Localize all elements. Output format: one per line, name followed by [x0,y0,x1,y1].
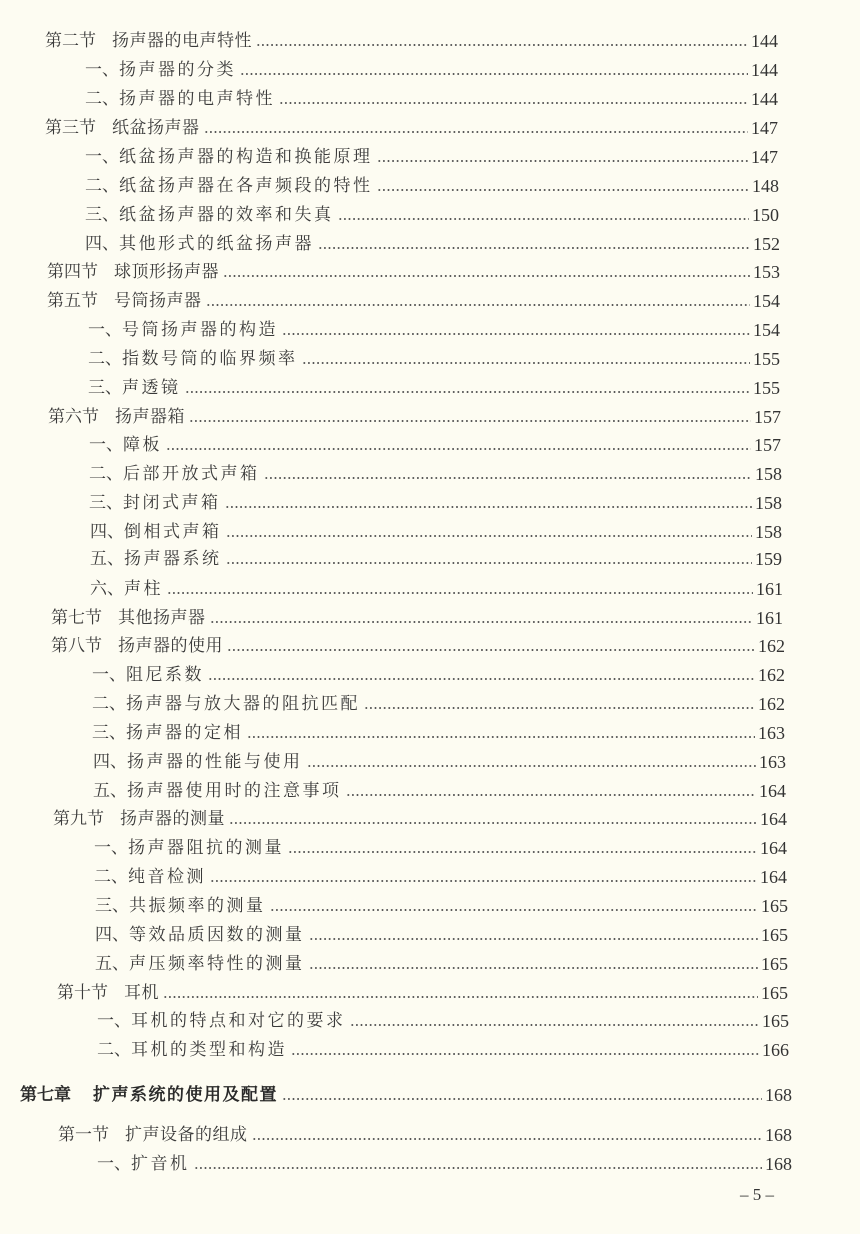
toc-subsection-entry[interactable] [93,749,786,775]
toc-subsection-entry[interactable] [90,576,783,602]
toc-entry-page: 165 [761,896,788,916]
toc-entry-number: 第十节 [57,983,108,1003]
dot-leader [364,707,755,709]
dot-leader [185,391,751,393]
toc-entry-title: 等效品质因数的测量 [129,925,305,945]
page-number: – 5 – [740,1185,774,1204]
toc-entry-number: 第四节 [47,262,98,282]
dot-leader [194,1167,763,1169]
toc-subsection-entry[interactable] [85,86,778,112]
toc-subsection-entry[interactable] [85,231,780,257]
toc-entry-title: 耳机的特点和对它的要求 [131,1011,346,1031]
toc-subsection-entry[interactable] [88,317,780,343]
toc-entry-number: 二、 [97,1040,131,1060]
toc-entry-title: 号筒扬声器的构造 [122,320,278,340]
toc-entry-page: 144 [751,89,778,109]
toc-subsection-entry[interactable] [92,720,785,746]
toc-entry-page: 147 [751,147,778,167]
toc-subsection-entry[interactable] [95,893,788,919]
toc-entry-page: 164 [759,781,786,801]
toc-entry-title: 指数号筒的临界频率 [122,349,298,369]
toc-subsection-entry[interactable] [95,951,788,977]
toc-entry-number: 第七节 [51,608,102,628]
dot-leader [247,736,755,738]
toc-entry-number: 二、 [94,867,128,887]
toc-entry-page: 159 [755,549,782,569]
toc-entry-page: 147 [751,118,778,138]
toc-section-entry[interactable] [51,633,785,659]
toc-subsection-entry[interactable] [92,691,785,717]
toc-entry-page: 162 [758,636,785,656]
toc-entry-title: 声透镜 [122,378,181,398]
toc-entry-number: 五、 [90,549,124,569]
toc-entry-number: 四、 [93,752,127,772]
toc-subsection-entry[interactable] [94,835,787,861]
toc-entry-number: 五、 [95,954,129,974]
toc-entry-number: 二、 [85,89,119,109]
toc-entry-title: 其他形式的纸盆扬声器 [119,234,314,254]
toc-entry-title: 纸盆扬声器 [112,118,200,138]
toc-entry-page: 148 [752,176,779,196]
toc-entry-number: 一、 [89,435,123,455]
dot-leader [210,621,754,623]
toc-subsection-entry[interactable] [89,432,781,458]
toc-entry-page: 144 [751,31,778,51]
toc-entry-number: 第五节 [47,291,98,311]
toc-entry-page: 164 [760,867,787,887]
dot-leader [223,275,750,277]
toc-subsection-entry[interactable] [89,461,782,487]
toc-section-entry[interactable] [45,28,778,54]
toc-entry-title: 扬声器使用时的注意事项 [127,781,342,801]
dot-leader [210,880,757,882]
toc-subsection-entry[interactable] [95,922,788,948]
toc-entry-number: 四、 [95,925,129,945]
toc-entry-number: 一、 [85,60,119,80]
toc-entry-title: 封闭式声箱 [123,493,221,513]
toc-entry-page: 144 [751,60,778,80]
toc-entry-page: 150 [752,205,779,225]
dot-leader [240,73,748,75]
toc-entry-title: 扩音机 [131,1154,190,1174]
toc-section-entry[interactable] [53,806,787,832]
toc-entry-title: 扬声器箱 [115,407,185,427]
toc-entry-page: 166 [762,1040,789,1060]
toc-entry-page: 163 [758,723,785,743]
toc-subsection-entry[interactable] [85,144,778,170]
toc-entry-page: 157 [754,407,781,427]
toc-entry-title: 声柱 [124,579,163,599]
toc-entry-title: 扬声器的性能与使用 [127,752,303,772]
toc-entry-number: 第三节 [45,118,96,138]
toc-subsection-entry[interactable] [97,1151,792,1177]
toc-entry-number: 一、 [94,838,128,858]
toc-entry-title: 扬声器的分类 [119,60,236,80]
dot-leader [204,131,749,133]
dot-leader [252,1138,763,1140]
toc-entry-page: 164 [760,838,787,858]
toc-entry-number: 二、 [88,349,122,369]
dot-leader [318,247,750,249]
toc-entry-page: 168 [765,1154,792,1174]
toc-section-entry[interactable] [45,115,778,141]
toc-subsection-entry[interactable] [97,1037,789,1063]
toc-entry-page: 154 [753,320,780,340]
toc-entry-page: 162 [758,694,785,714]
toc-entry-page: 158 [755,493,782,513]
dot-leader [167,592,753,594]
dot-leader [282,333,750,335]
toc-entry-page: 154 [753,291,780,311]
toc-subsection-entry[interactable] [93,778,786,804]
toc-entry-title: 倒相式声箱 [124,522,222,542]
toc-entry-title: 障板 [123,435,162,455]
toc-entry-number: 四、 [85,234,119,254]
dot-leader [291,1053,759,1055]
toc-subsection-entry[interactable] [89,490,782,516]
toc-entry-number: 第七章 [20,1085,71,1105]
toc-entry-title: 耳机的类型和构造 [131,1040,287,1060]
toc-entry-number: 二、 [92,694,126,714]
toc-entry-title: 扬声器系统 [124,549,222,569]
toc-section-entry[interactable] [47,259,780,285]
toc-entry-number: 三、 [95,896,129,916]
dot-leader [377,160,749,162]
toc-entry-title: 扬声器阻抗的测量 [128,838,284,858]
dot-leader [309,938,759,940]
toc-section-entry[interactable] [57,980,788,1006]
toc-subsection-entry[interactable] [92,662,785,688]
toc-entry-title: 其他扬声器 [118,608,206,628]
toc-entry-page: 168 [765,1125,792,1145]
toc-entry-title: 号筒扬声器 [114,291,202,311]
toc-subsection-entry[interactable] [85,202,779,228]
toc-entry-number: 三、 [88,378,122,398]
toc-subsection-entry[interactable] [88,346,780,372]
toc-entry-title: 扬声器的使用 [118,636,223,656]
toc-entry-number: 三、 [85,205,119,225]
toc-entry-title: 共振频率的测量 [129,896,266,916]
toc-subsection-entry[interactable] [90,519,782,545]
toc-entry-page: 164 [760,809,787,829]
toc-subsection-entry[interactable] [85,57,778,83]
toc-subsection-entry[interactable] [90,546,782,572]
toc-entry-page: 162 [758,665,785,685]
toc-entry-number: 一、 [88,320,122,340]
toc-entry-number: 五、 [93,781,127,801]
toc-entry-page: 168 [765,1085,792,1105]
toc-entry-number: 第九节 [53,809,104,829]
toc-entry-page: 155 [753,378,780,398]
dot-leader [208,678,755,680]
dot-leader [189,420,751,422]
toc-subsection-entry[interactable] [94,864,787,890]
toc-entry-page: 163 [759,752,786,772]
dot-leader [229,822,757,824]
toc-entry-title: 球顶形扬声器 [114,262,219,282]
dot-leader [307,765,757,767]
toc-subsection-entry[interactable] [85,173,779,199]
toc-entry-title: 扬声器与放大器的阻抗匹配 [126,694,360,714]
toc-entry-number: 第六节 [48,407,99,427]
toc-entry-title: 扬声器的定相 [126,723,243,743]
dot-leader [350,1024,760,1026]
toc-entry-number: 六、 [90,579,124,599]
dot-leader [163,996,758,998]
toc-entry-page: 165 [761,925,788,945]
dot-leader [270,909,759,911]
toc-entry-number: 第一节 [58,1125,109,1145]
toc-entry-title: 扬声器的测量 [120,809,225,829]
toc-entry-number: 二、 [89,464,123,484]
toc-entry-number: 一、 [85,147,119,167]
toc-entry-number: 一、 [92,665,126,685]
toc-entry-title: 后部开放式声箱 [123,464,260,484]
toc-entry-number: 三、 [92,723,126,743]
toc-entry-title: 纯音检测 [128,867,206,887]
dot-leader [227,649,755,651]
toc-entry-title: 声压频率特性的测量 [129,954,305,974]
toc-entry-title: 纸盆扬声器的构造和换能原理 [119,147,373,167]
toc-entry-number: 第八节 [51,636,102,656]
toc-entry-page: 153 [753,262,780,282]
toc-entry-title: 耳机 [124,983,159,1003]
dot-leader [288,851,757,853]
dot-leader [302,362,751,364]
toc-entry-page: 152 [753,234,780,254]
toc-entry-number: 一、 [97,1154,131,1174]
toc-entry-title: 扩声设备的组成 [125,1125,248,1145]
toc-entry-title: 纸盆扬声器的效率和失真 [119,205,334,225]
toc-entry-title: 阻尼系数 [126,665,204,685]
toc-entry-page: 157 [754,435,781,455]
dot-leader [226,562,753,564]
toc-entry-page: 158 [755,522,782,542]
toc-entry-page: 161 [756,579,783,599]
toc-section-entry[interactable] [47,288,780,314]
toc-entry-page: 161 [756,608,783,628]
toc-chapter-entry[interactable] [20,1082,792,1108]
toc-section-entry[interactable] [51,605,783,631]
toc-section-entry[interactable] [48,404,781,430]
toc-entry-page: 165 [761,983,788,1003]
toc-section-entry[interactable] [58,1122,792,1148]
dot-leader [279,102,748,104]
toc-subsection-entry[interactable] [97,1008,789,1034]
toc-entry-number: 二、 [85,176,119,196]
toc-entry-number: 三、 [89,493,123,513]
toc-entry-number: 一、 [97,1011,131,1031]
dot-leader [338,218,750,220]
dot-leader [282,1098,762,1100]
toc-subsection-entry[interactable] [88,375,780,401]
dot-leader [309,967,759,969]
toc-entry-title: 扬声器的电声特性 [119,89,275,109]
toc-entry-page: 165 [762,1011,789,1031]
toc-entry-title: 扩声系统的使用及配置 [93,1085,278,1105]
toc-entry-page: 165 [761,954,788,974]
dot-leader [264,477,753,479]
toc-entry-title: 扬声器的电声特性 [112,31,252,51]
toc-entry-page: 155 [753,349,780,369]
toc-entry-number: 第二节 [45,31,96,51]
dot-leader [226,535,753,537]
dot-leader [377,189,750,191]
dot-leader [346,794,757,796]
dot-leader [206,304,751,306]
toc-entry-number: 四、 [90,522,124,542]
dot-leader [166,448,751,450]
toc-entry-title: 纸盆扬声器在各声频段的特性 [119,176,373,196]
toc-entry-page: 158 [755,464,782,484]
dot-leader [256,44,748,46]
dot-leader [225,506,753,508]
